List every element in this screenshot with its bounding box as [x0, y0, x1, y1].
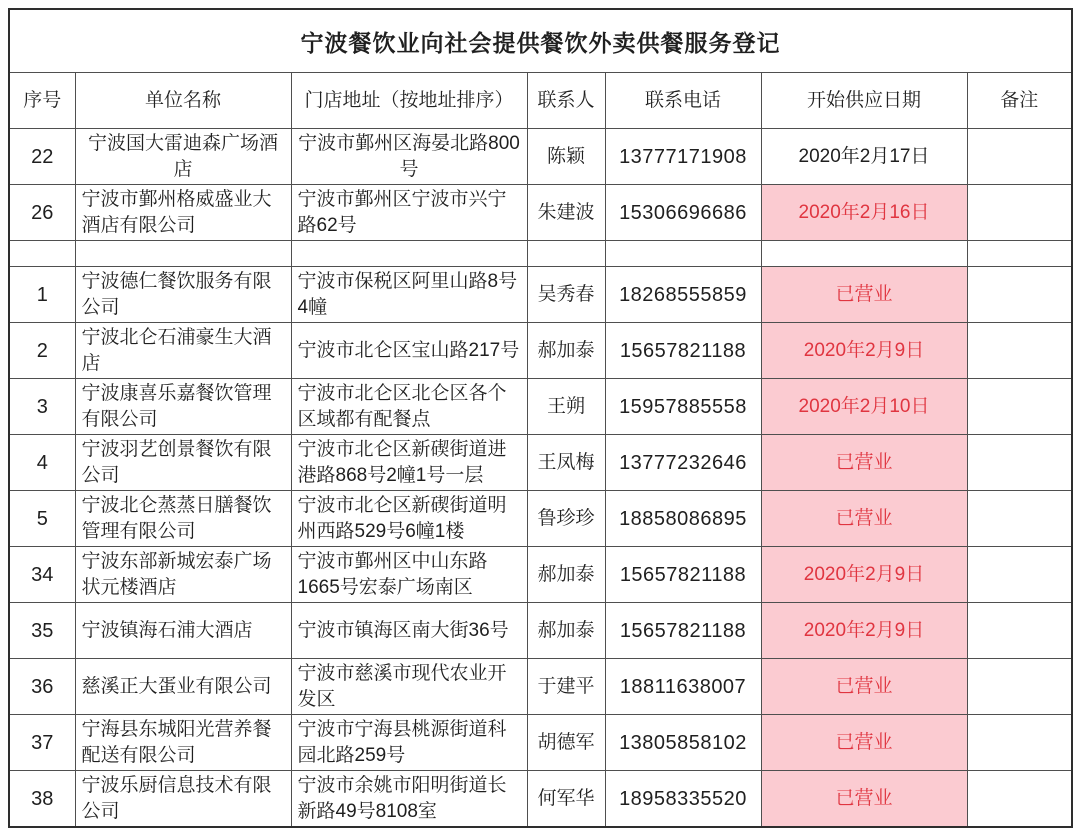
name-cell: 宁波羽艺创景餐饮有限公司	[75, 435, 291, 491]
table-row	[9, 435, 1072, 491]
phone-cell: 15657821188	[605, 323, 761, 379]
contact-cell: 郝加泰	[527, 323, 605, 379]
spacer-row	[9, 241, 1072, 267]
header-date: 开始供应日期	[761, 73, 967, 129]
header-name: 单位名称	[75, 73, 291, 129]
note-cell	[967, 129, 1072, 185]
name-cell: 宁波康喜乐嘉餐饮管理有限公司	[75, 379, 291, 435]
table-row	[9, 185, 1072, 241]
address-cell: 宁波市北仑区北仑区各个区域都有配餐点	[291, 379, 527, 435]
table-row	[9, 129, 1072, 185]
phone-cell: 15657821188	[605, 547, 761, 603]
date-cell: 2020年2月10日	[761, 379, 967, 435]
address-cell: 宁波市宁海县桃源街道科园北路259号	[291, 715, 527, 771]
header-phone: 联系电话	[605, 73, 761, 129]
seq-cell: 22	[9, 129, 75, 185]
header-note: 备注	[967, 73, 1072, 129]
date-cell: 已营业	[761, 267, 967, 323]
empty-cell	[527, 241, 605, 267]
seq-cell: 36	[9, 659, 75, 715]
name-cell: 宁波北仑石浦豪生大酒店	[75, 323, 291, 379]
note-cell	[967, 379, 1072, 435]
note-cell	[967, 715, 1072, 771]
phone-cell: 18858086895	[605, 491, 761, 547]
address-cell: 宁波市鄞州区海晏北路800号	[291, 129, 527, 185]
note-cell	[967, 185, 1072, 241]
address-cell: 宁波市镇海区南大街36号	[291, 603, 527, 659]
contact-cell: 陈颖	[527, 129, 605, 185]
date-cell: 2020年2月17日	[761, 129, 967, 185]
phone-cell: 15657821188	[605, 603, 761, 659]
note-cell	[967, 603, 1072, 659]
date-cell: 已营业	[761, 659, 967, 715]
phone-cell: 15306696686	[605, 185, 761, 241]
name-cell: 宁波东部新城宏泰广场状元楼酒店	[75, 547, 291, 603]
seq-cell: 4	[9, 435, 75, 491]
page-title: 宁波餐饮业向社会提供餐饮外卖供餐服务登记	[9, 9, 1072, 73]
empty-cell	[605, 241, 761, 267]
registration-sheet	[8, 8, 1071, 828]
table-row	[9, 771, 1072, 828]
table-body	[9, 129, 1072, 828]
empty-cell	[761, 241, 967, 267]
seq-cell: 1	[9, 267, 75, 323]
contact-cell: 鲁珍珍	[527, 491, 605, 547]
name-cell: 宁海县东城阳光营养餐配送有限公司	[75, 715, 291, 771]
phone-cell: 15957885558	[605, 379, 761, 435]
table-row	[9, 603, 1072, 659]
empty-cell	[75, 241, 291, 267]
header-contact: 联系人	[527, 73, 605, 129]
contact-cell: 郝加泰	[527, 603, 605, 659]
address-cell: 宁波市余姚市阳明街道长新路49号8108室	[291, 771, 527, 828]
date-cell: 已营业	[761, 715, 967, 771]
seq-cell: 37	[9, 715, 75, 771]
name-cell: 宁波市鄞州格威盛业大酒店有限公司	[75, 185, 291, 241]
contact-cell: 郝加泰	[527, 547, 605, 603]
empty-cell	[967, 241, 1072, 267]
table-row	[9, 379, 1072, 435]
contact-cell: 王朔	[527, 379, 605, 435]
header-address: 门店地址（按地址排序）	[291, 73, 527, 129]
phone-cell: 13777232646	[605, 435, 761, 491]
phone-cell: 18268555859	[605, 267, 761, 323]
name-cell: 宁波德仁餐饮服务有限公司	[75, 267, 291, 323]
note-cell	[967, 547, 1072, 603]
seq-cell: 2	[9, 323, 75, 379]
contact-cell: 胡德军	[527, 715, 605, 771]
note-cell	[967, 491, 1072, 547]
seq-cell: 34	[9, 547, 75, 603]
date-cell: 2020年2月16日	[761, 185, 967, 241]
address-cell: 宁波市鄞州区中山东路1665号宏泰广场南区	[291, 547, 527, 603]
table-row	[9, 659, 1072, 715]
registration-table	[8, 8, 1073, 828]
title-row	[9, 9, 1072, 73]
address-cell: 宁波市慈溪市现代农业开发区	[291, 659, 527, 715]
name-cell: 宁波北仑蒸蒸日膳餐饮管理有限公司	[75, 491, 291, 547]
contact-cell: 王凤梅	[527, 435, 605, 491]
table-row	[9, 267, 1072, 323]
address-cell: 宁波市北仑区新碶街道进港路868号2幢1号一层	[291, 435, 527, 491]
table-row	[9, 715, 1072, 771]
name-cell: 宁波镇海石浦大酒店	[75, 603, 291, 659]
table-row	[9, 547, 1072, 603]
date-cell: 已营业	[761, 491, 967, 547]
note-cell	[967, 771, 1072, 828]
address-cell: 宁波市鄞州区宁波市兴宁路62号	[291, 185, 527, 241]
header-seq: 序号	[9, 73, 75, 129]
contact-cell: 朱建波	[527, 185, 605, 241]
date-cell: 已营业	[761, 771, 967, 828]
note-cell	[967, 435, 1072, 491]
contact-cell: 于建平	[527, 659, 605, 715]
note-cell	[967, 323, 1072, 379]
empty-cell	[291, 241, 527, 267]
date-cell: 已营业	[761, 435, 967, 491]
seq-cell: 3	[9, 379, 75, 435]
seq-cell: 38	[9, 771, 75, 828]
address-cell: 宁波市北仑区新碶街道明州西路529号6幢1楼	[291, 491, 527, 547]
address-cell: 宁波市保税区阿里山路8号4幢	[291, 267, 527, 323]
phone-cell: 18958335520	[605, 771, 761, 828]
phone-cell: 18811638007	[605, 659, 761, 715]
table-header-row	[9, 73, 1072, 129]
name-cell: 宁波乐厨信息技术有限公司	[75, 771, 291, 828]
contact-cell: 吴秀春	[527, 267, 605, 323]
note-cell	[967, 267, 1072, 323]
phone-cell: 13777171908	[605, 129, 761, 185]
address-cell: 宁波市北仑区宝山路217号	[291, 323, 527, 379]
name-cell: 宁波国大雷迪森广场酒店	[75, 129, 291, 185]
name-cell: 慈溪正大蛋业有限公司	[75, 659, 291, 715]
phone-cell: 13805858102	[605, 715, 761, 771]
seq-cell: 26	[9, 185, 75, 241]
table-row	[9, 323, 1072, 379]
seq-cell: 5	[9, 491, 75, 547]
date-cell: 2020年2月9日	[761, 547, 967, 603]
note-cell	[967, 659, 1072, 715]
table-row	[9, 491, 1072, 547]
date-cell: 2020年2月9日	[761, 603, 967, 659]
seq-cell: 35	[9, 603, 75, 659]
date-cell: 2020年2月9日	[761, 323, 967, 379]
contact-cell: 何军华	[527, 771, 605, 828]
empty-cell	[9, 241, 75, 267]
